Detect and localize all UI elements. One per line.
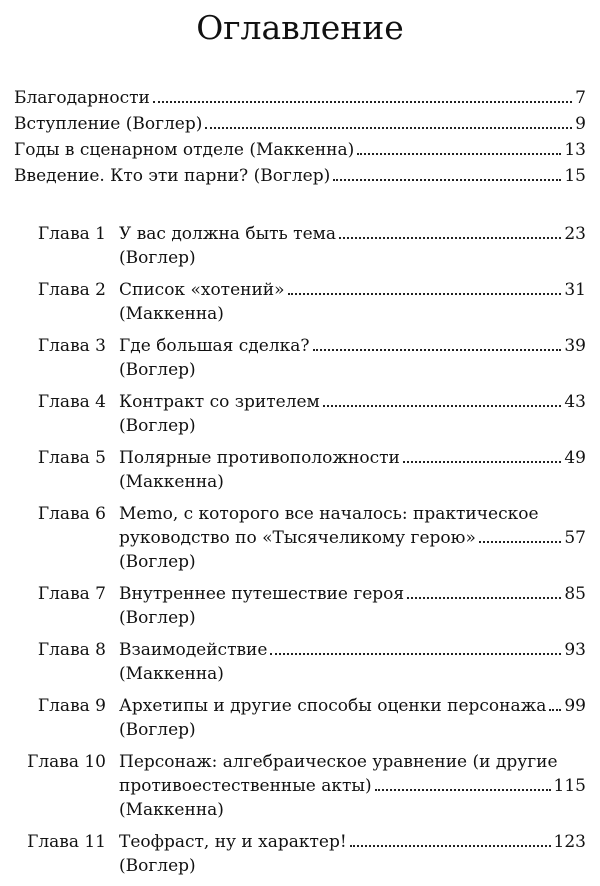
entry-title: Годы в сценарном отделе (Маккенна) <box>14 140 355 160</box>
chapter-body <box>119 638 586 686</box>
page-number: 43 <box>564 392 586 412</box>
dot-leader <box>549 709 561 711</box>
dot-leader <box>350 845 551 847</box>
chapter-title: противоестественные акты) <box>119 776 372 796</box>
dot-leader <box>333 179 561 181</box>
chapter-body <box>119 502 586 574</box>
chapter-label: Глава 6 <box>37 504 106 524</box>
dot-leader <box>153 101 572 103</box>
chapter-author: (Воглер) <box>119 360 196 380</box>
page-number: 85 <box>564 584 586 604</box>
entry-title: Благодарности <box>14 88 150 108</box>
chapter-label: Глава 9 <box>37 696 106 716</box>
page-number: 13 <box>564 140 586 160</box>
chapter-entry[interactable] <box>14 446 586 494</box>
chapter-body <box>119 222 586 270</box>
dot-leader <box>205 127 572 129</box>
chapter-title: Взаимодействие <box>119 640 268 660</box>
dot-leader <box>403 461 562 463</box>
chapter-entry[interactable] <box>14 502 586 574</box>
chapter-label: Глава 7 <box>37 584 106 604</box>
page-number: 115 <box>553 776 586 796</box>
chapter-title: руководство по «Тысячеликому герою» <box>119 528 476 548</box>
front-matter-list <box>14 88 586 192</box>
chapter-title: Персонаж: алгебраическое уравнение (и другие <box>119 752 558 772</box>
chapter-body <box>119 278 586 326</box>
page-number: 23 <box>564 224 586 244</box>
chapter-body <box>119 334 586 382</box>
chapter-author: (Воглер) <box>119 248 196 268</box>
chapter-entry[interactable] <box>14 750 586 822</box>
page-title: Оглавление <box>196 8 404 47</box>
chapter-entry[interactable] <box>14 694 586 742</box>
chapter-title-line <box>119 502 586 526</box>
chapter-title-line <box>119 278 586 302</box>
chapter-body <box>119 446 586 494</box>
chapter-author: (Маккенна) <box>119 664 224 684</box>
page-number: 93 <box>564 640 586 660</box>
dot-leader <box>313 349 562 351</box>
chapter-body <box>119 390 586 438</box>
toc-entry[interactable] <box>14 166 586 192</box>
chapter-title-line <box>119 830 586 854</box>
entry-title: Введение. Кто эти парни? (Воглер) <box>14 166 331 186</box>
dot-leader <box>357 153 561 155</box>
chapter-title: Контракт со зрителем <box>119 392 320 412</box>
chapter-body <box>119 694 586 742</box>
chapter-author: (Маккенна) <box>119 304 224 324</box>
chapter-title-line <box>119 526 586 550</box>
chapter-label: Глава 10 <box>27 752 106 772</box>
chapter-label: Глава 1 <box>37 224 106 244</box>
chapter-entry[interactable] <box>14 830 586 878</box>
dot-leader <box>323 405 562 407</box>
chapter-title-line <box>119 774 586 798</box>
chapter-label: Глава 4 <box>37 392 106 412</box>
page-number: 31 <box>564 280 586 300</box>
chapter-author: (Маккенна) <box>119 472 224 492</box>
chapter-author: (Воглер) <box>119 552 196 572</box>
chapter-body <box>119 750 586 822</box>
chapter-entry[interactable] <box>14 278 586 326</box>
dot-leader <box>339 237 561 239</box>
page-number: 15 <box>564 166 586 186</box>
chapter-title: Memo, с которого все началось: практическое <box>119 504 539 524</box>
chapter-title: У вас должна быть тема <box>119 224 336 244</box>
page-number: 99 <box>564 696 586 716</box>
dot-leader <box>479 541 562 543</box>
toc-entry[interactable] <box>14 140 586 166</box>
chapter-entry[interactable] <box>14 582 586 630</box>
chapter-entry[interactable] <box>14 638 586 686</box>
chapter-label: Глава 2 <box>37 280 106 300</box>
chapter-list <box>14 222 586 886</box>
page-number: 123 <box>553 832 586 852</box>
page-number: 57 <box>564 528 586 548</box>
toc-entry[interactable] <box>14 114 586 140</box>
chapter-author: (Воглер) <box>119 608 196 628</box>
chapter-title-line <box>119 694 586 718</box>
chapter-entry[interactable] <box>14 222 586 270</box>
chapter-label: Глава 5 <box>37 448 106 468</box>
entry-title: Вступление (Воглер) <box>14 114 203 134</box>
chapter-title-line <box>119 390 586 414</box>
chapter-author: (Воглер) <box>119 720 196 740</box>
dot-leader <box>375 789 551 791</box>
page-number: 39 <box>564 336 586 356</box>
page-number: 7 <box>575 88 586 108</box>
chapter-title: Внутреннее путешествие героя <box>119 584 405 604</box>
page-number: 49 <box>564 448 586 468</box>
chapter-title-line <box>119 222 586 246</box>
chapter-author: (Маккенна) <box>119 800 224 820</box>
chapter-title: Полярные противоположности <box>119 448 400 468</box>
chapter-title: Список «хотений» <box>119 280 285 300</box>
chapter-body <box>119 830 586 878</box>
chapter-entry[interactable] <box>14 334 586 382</box>
chapter-title-line <box>119 334 586 358</box>
chapter-author: (Воглер) <box>119 416 196 436</box>
chapter-label: Глава 3 <box>37 336 106 356</box>
chapter-author: (Воглер) <box>119 856 196 876</box>
chapter-title: Теофраст, ну и характер! <box>119 832 347 852</box>
dot-leader <box>288 293 562 295</box>
chapter-body <box>119 582 586 630</box>
chapter-label: Глава 8 <box>37 640 106 660</box>
chapter-title-line <box>119 638 586 662</box>
dot-leader <box>407 597 561 599</box>
toc-entry[interactable] <box>14 88 586 114</box>
page-number: 9 <box>575 114 586 134</box>
chapter-title-line <box>119 750 586 774</box>
chapter-title: Архетипы и другие способы оценки персонажа <box>119 696 547 716</box>
chapter-label: Глава 11 <box>27 832 106 852</box>
dot-leader <box>270 653 561 655</box>
chapter-title-line <box>119 582 586 606</box>
chapter-entry[interactable] <box>14 390 586 438</box>
chapter-title-line <box>119 446 586 470</box>
chapter-title: Где большая сделка? <box>119 336 310 356</box>
